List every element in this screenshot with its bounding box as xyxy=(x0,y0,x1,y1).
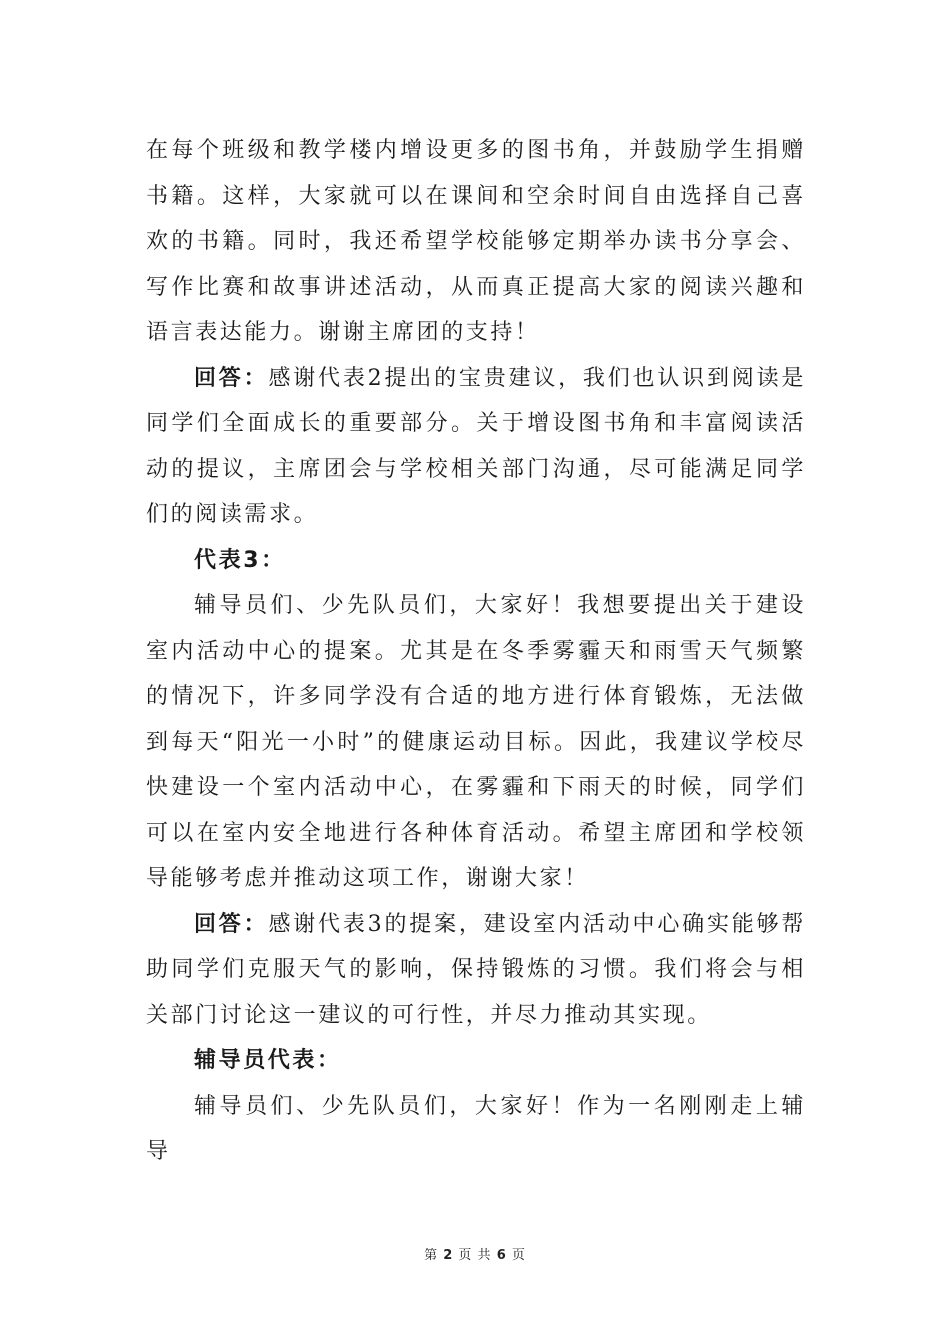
footer-middle: 页 共 xyxy=(458,1248,492,1263)
footer-prefix: 第 xyxy=(424,1248,439,1263)
paragraph-library-proposal-continued: 在每个班级和教学楼内增设更多的图书角，并鼓励学生捐赠书籍。这样，大家就可以在课间和空余时间自由选择自己喜欢的书籍。同时，我还希望学校能够定期举办读书分享会、写作比赛和故事讲述活动，从而真正提高大家的阅读兴趣和语言表达能力。谢谢主席团的支持！ xyxy=(146,138,806,345)
representative-3-heading: 代表3： xyxy=(194,547,286,573)
representative-3-proposal: 辅导员们、少先队员们，大家好！我想要提出关于建设室内活动中心的提案。尤其是在冬季雾霾天和雨雪天气频繁的情况下，许多同学没有合适的地方进行体育锻炼，无法做到每天“阳光一小时”的健康运动目标。因此，我建议学校尽快建设一个室内活动中心，在雾霾和下雨天的时候，同学们可以在室内安全地进行各种体育活动。希望主席团和学校领导能够考虑并推动这项工作，谢谢大家！ xyxy=(146,593,806,891)
answer-to-representative-2 xyxy=(146,356,806,538)
answer-text: 感谢代表2提出的宝贵建议，我们也认识到阅读是同学们全面成长的重要部分。关于增设图书角和丰富阅读活动的提议，主席团会与学校相关部门沟通，尽可能满足同学们的阅读需求。 xyxy=(146,365,806,527)
page-footer xyxy=(0,1244,950,1263)
counselor-representative-speech: 辅导员们、少先队员们，大家好！作为一名刚刚走上辅导 xyxy=(146,1093,806,1164)
document-body xyxy=(146,128,806,1175)
counselor-representative-heading: 辅导员代表： xyxy=(194,1048,342,1073)
answer-text: 感谢代表3的提案，建设室内活动中心确实能够帮助同学们克服天气的影响，保持锻炼的习惯。我们将会与相关部门讨论这一建议的可行性，并尽力推动其实现。 xyxy=(146,911,806,1028)
answer-label: 回答： xyxy=(194,911,269,937)
footer-suffix: 页 xyxy=(511,1248,526,1263)
answer-label: 回答： xyxy=(194,365,269,391)
answer-to-representative-3 xyxy=(146,902,806,1039)
total-page-count: 6 xyxy=(496,1248,507,1263)
current-page-number: 2 xyxy=(443,1248,454,1263)
